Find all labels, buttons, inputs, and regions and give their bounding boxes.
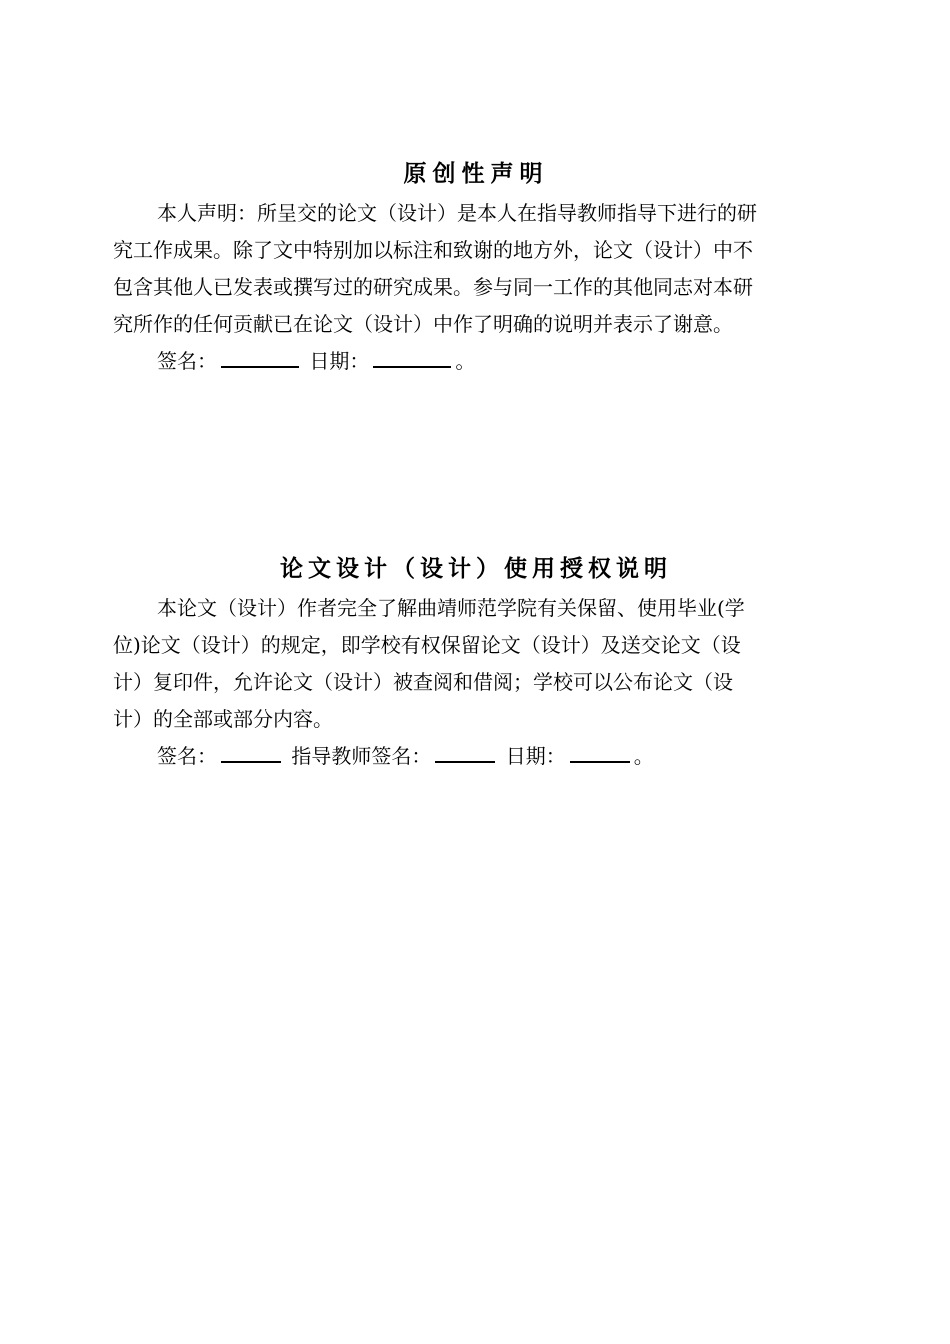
end-mark: 。 [455,349,476,373]
declaration-line-2: 究工作成果。除了文中特别加以标注和致谢的地方外，论文（设计）中不 [113,238,753,262]
date-label: 日期： [309,349,370,373]
originality-declaration-title: 原创性声明 [403,160,549,187]
declaration-signature-row [113,343,839,380]
originality-declaration-section [113,155,839,380]
authorization-body [113,590,839,738]
authorization-signature-row [113,738,839,775]
end-mark: 。 [633,744,654,768]
signature-blank[interactable] [221,739,281,763]
signature-label: 签名： [157,744,217,768]
signature-label: 签名： [157,349,217,373]
originality-declaration-body [113,195,839,343]
authorization-line-2: 位)论文（设计）的规定，即学校有权保留论文（设计）及送交论文（设 [113,633,741,657]
signature-blank[interactable] [221,344,299,368]
authorization-line-3: 计）复印件，允许论文（设计）被查阅和借阅；学校可以公布论文（设 [113,670,733,694]
date-blank[interactable] [570,739,630,763]
authorization-title: 论文设计（设计）使用授权说明 [280,555,672,582]
date-blank[interactable] [373,344,451,368]
declaration-line-1: 本人声明：所呈交的论文（设计）是本人在指导教师指导下进行的研 [157,201,757,225]
date-label: 日期： [505,744,566,768]
authorization-line-1: 本论文（设计）作者完全了解曲靖师范学院有关保留、使用毕业(学 [157,596,745,620]
declaration-line-4: 究所作的任何贡献已在论文（设计）中作了明确的说明并表示了谢意。 [113,312,733,336]
advisor-signature-label: 指导教师签名： [291,744,432,768]
authorization-section [113,550,839,775]
authorization-line-4: 计）的全部或部分内容。 [113,707,333,731]
advisor-signature-blank[interactable] [435,739,495,763]
declaration-line-3: 包含其他人已发表或撰写过的研究成果。参与同一工作的其他同志对本研 [113,275,753,299]
